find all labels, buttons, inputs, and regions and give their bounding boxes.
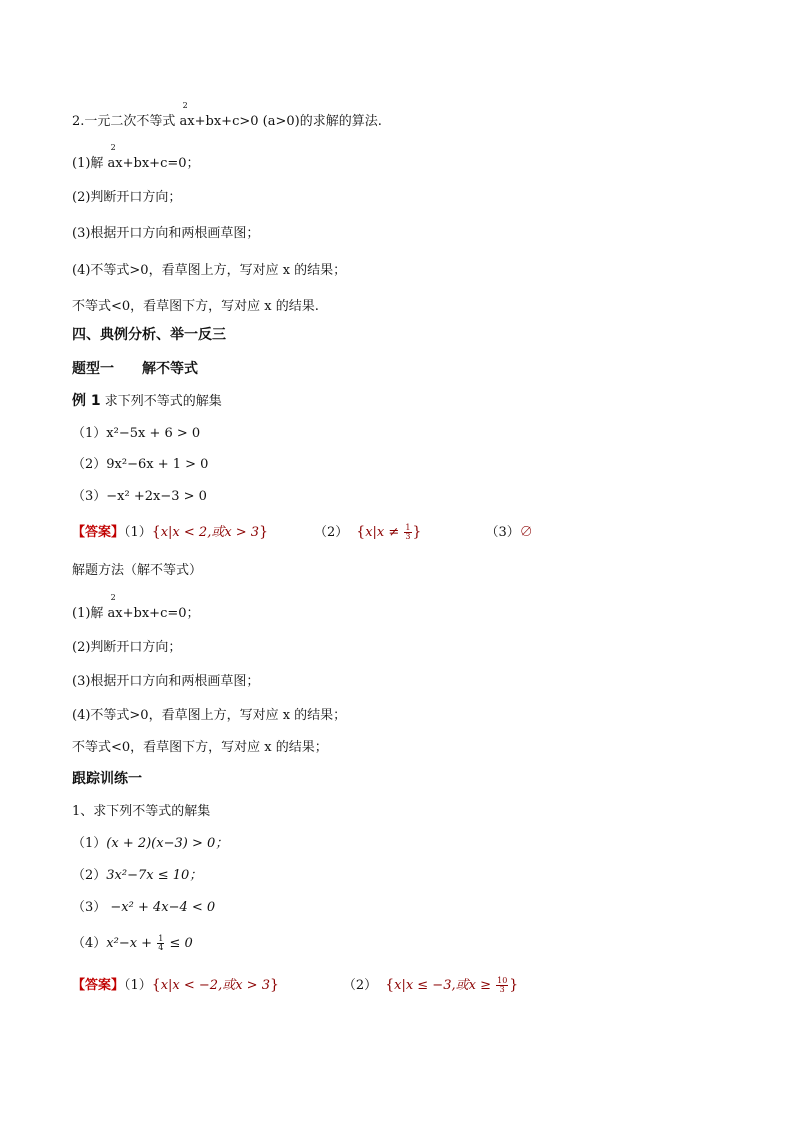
step-1-post: +bx+c=0； [122, 156, 200, 171]
type-label: 题型一 [72, 361, 114, 377]
title-text-pre: 2.一元二次不等式 ax [72, 114, 195, 129]
practice-q4-post: ≤ 0 [165, 936, 193, 951]
example-q2: （2）9x²−6x + 1 > 0 [72, 457, 209, 472]
step-4: (4)不等式>0，看草图上方，写对应 x 的结果； [72, 263, 347, 278]
method-step-1-exponent: 2 [110, 593, 116, 602]
method-step-2: (2)判断开口方向； [72, 640, 182, 655]
answer-2-part-1-label: （1） [124, 978, 152, 993]
practice-q4 [72, 935, 193, 952]
answer-part-2-fraction: $\frac{1}{3}$ [405, 523, 411, 541]
method-step-1-post: +bx+c=0； [122, 606, 200, 621]
practice-intro: 1、求下列不等式的解集 [72, 804, 211, 819]
algorithm-title [72, 101, 382, 130]
practice-q1 [72, 836, 228, 852]
answer-2-part-2: x|x ≤ −3,或x ≥ [394, 978, 496, 993]
example-q1: （1）x²−5x + 6 > 0 [72, 426, 201, 441]
practice-q2-label: （2） [72, 868, 107, 883]
type-name: 解不等式 [142, 361, 198, 377]
method-step-1-pre: (1)解 ax [72, 606, 123, 621]
answer-part-1-label: （1） [124, 525, 152, 540]
practice-q2-expr: 3x²−7x ≤ 10； [106, 868, 203, 883]
answer-2-part-1: x|x < −2,或x > 3 [160, 978, 270, 993]
practice-q1-expr: (x + 2)(x−3) > 0； [106, 836, 229, 851]
title-exponent: 2 [182, 101, 188, 110]
example-text: 求下列不等式的解集 [100, 394, 222, 409]
example-heading [72, 393, 222, 410]
practice-q4-pre: x²−x + [106, 936, 157, 951]
answer-part-3-label: （3） [485, 525, 520, 540]
answer-1-line: 【答案】（1）{x|x < 2,或x > 3} （2） {x|x ≠ $\frac{1}{3}$ } （3）∅ [72, 523, 533, 541]
section-heading: 四、典例分析、举一反三 [72, 327, 226, 343]
step-1 [72, 143, 200, 172]
title-text-post: +bx+c>0 (a>0)的求解的算法. [194, 114, 382, 129]
step-2: (2)判断开口方向； [72, 190, 182, 205]
step-1-exponent: 2 [110, 143, 116, 152]
method-step-1 [72, 593, 200, 622]
practice-q4-fraction: $\frac{1}{4}$ [158, 934, 164, 952]
answer-2-part-2-fraction: $\frac{10}{3}$ [497, 976, 508, 994]
practice-q3-expr: −x² + 4x−4 < 0 [110, 900, 216, 915]
method-step-3: (3)根据开口方向和两根画草图； [72, 674, 260, 689]
answer-part-2: x|x ≠ [365, 525, 404, 540]
answer-tag: 【答案】 [72, 525, 125, 540]
method-title: 解题方法（解不等式） [72, 563, 203, 578]
method-step-5: 不等式<0，看草图下方，写对应 x 的结果； [72, 740, 328, 755]
answer-part-1: x|x < 2,或x > 3 [160, 525, 260, 540]
answer-2-tag: 【答案】 [72, 978, 125, 993]
answer-part-2-label: （2） [314, 525, 349, 540]
practice-q2 [72, 868, 202, 884]
practice-heading: 跟踪训练一 [72, 771, 142, 787]
practice-q3-label: （3） [72, 900, 111, 915]
answer-2-part-2-label: （2） [342, 978, 378, 993]
practice-q1-label: （1） [72, 836, 107, 851]
practice-q3 [72, 900, 215, 916]
step-1-pre: (1)解 ax [72, 156, 123, 171]
answer-part-3: ∅ [519, 525, 533, 540]
method-step-4: (4)不等式>0，看草图上方，写对应 x 的结果； [72, 708, 347, 723]
type-heading [72, 361, 198, 377]
example-q3: （3）−x² +2x−3 > 0 [72, 489, 207, 504]
answer-2-line: 【答案】（1）{x|x < −2,或x > 3} （2） {x|x ≤ −3,或x ≥ $\frac{10}{3}$ } [72, 976, 519, 994]
step-5: 不等式<0，看草图下方，写对应 x 的结果. [72, 299, 319, 314]
practice-q4-label: （4） [72, 936, 107, 951]
example-label: 例 1 [72, 393, 101, 409]
step-3: (3)根据开口方向和两根画草图； [72, 226, 260, 241]
